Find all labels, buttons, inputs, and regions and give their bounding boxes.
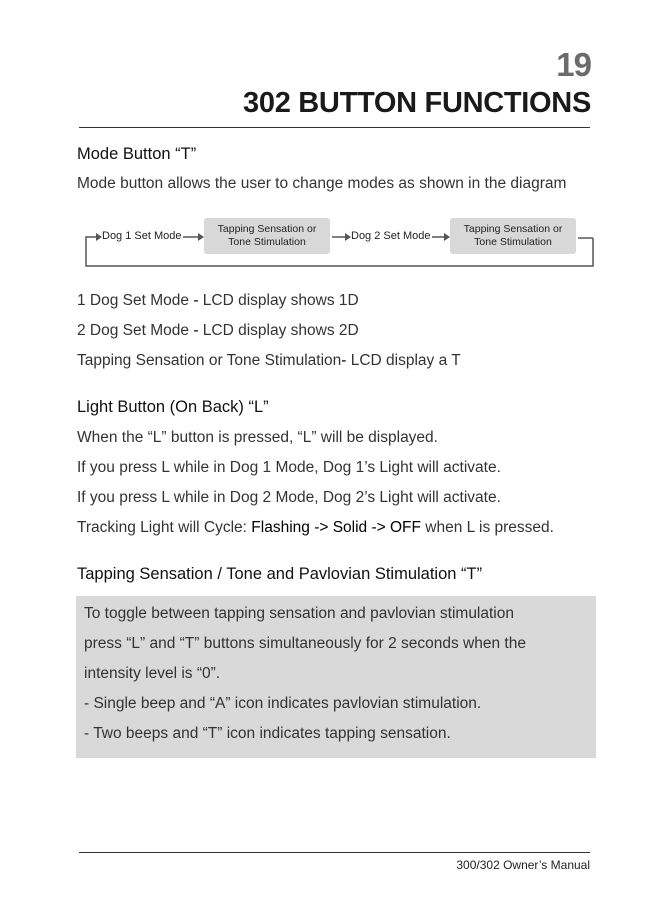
light-line-1: When the “L” button is pressed, “L” will be displayed.: [77, 429, 438, 446]
mode-line-1-a: 1 Dog Set Mode: [77, 292, 194, 309]
mode-line-2: [77, 322, 359, 340]
mode-intro-text: Mode button allows the user to change modes as shown in the diagram: [77, 175, 567, 192]
page-title: 302 BUTTON FUNCTIONS: [243, 87, 591, 119]
mode-line-2-dash: -: [193, 322, 199, 339]
mode-cycle-diagram: [84, 218, 596, 270]
diagram-tapping-box-1: [204, 218, 330, 254]
diagram-tapping-box-2: [450, 218, 576, 254]
diagram-dog2-set-mode: Dog 2 Set Mode: [351, 230, 431, 242]
mode-line-2-b: LCD display shows 2D: [198, 322, 359, 339]
light-button-heading: Light Button (On Back) “L”: [77, 398, 269, 416]
note-line-2: press “L” and “T” buttons simultaneously for 2 seconds when the: [84, 635, 526, 652]
footer-manual-title: 300/302 Owner’s Manual: [456, 858, 590, 872]
mode-line-1-dash: -: [193, 292, 199, 309]
mode-line-1-b: LCD display shows 1D: [198, 292, 359, 309]
mode-line-3-dash: -: [341, 352, 347, 369]
tapping-heading: Tapping Sensation / Tone and Pavlovian Stimulation “T”: [77, 565, 483, 583]
mode-line-1: [77, 292, 359, 310]
note-line-5: - Two beeps and “T” icon indicates tapping sensation.: [84, 725, 451, 742]
title-divider: [79, 127, 590, 128]
light-line-3: If you press L while in Dog 2 Mode, Dog 2’s Light will activate.: [77, 489, 501, 506]
mode-line-3-b: LCD display a T: [346, 352, 461, 369]
light-line-2: If you press L while in Dog 1 Mode, Dog 1’s Light will activate.: [77, 459, 501, 476]
mode-button-heading: Mode Button “T”: [77, 145, 197, 163]
diagram-box1-line1: Tapping Sensation or: [217, 223, 317, 235]
mode-line-3: [77, 352, 461, 370]
diagram-box1-line2: Tone Stimulation: [228, 236, 306, 248]
light-cycle-sequence: Flashing -> Solid -> OFF: [251, 519, 421, 536]
diagram-box2-line1: Tapping Sensation or: [463, 223, 563, 235]
tapping-note-box: [76, 596, 596, 758]
light-line-4: [77, 519, 554, 537]
mode-line-2-a: 2 Dog Set Mode: [77, 322, 194, 339]
note-line-3: intensity level is “0”.: [84, 665, 221, 682]
mode-line-3-a: Tapping Sensation or Tone Stimulation: [77, 352, 342, 369]
page-number: 19: [556, 46, 591, 83]
footer-divider: [79, 852, 590, 853]
note-line-1: To toggle between tapping sensation and pavlovian stimulation: [84, 605, 514, 622]
light-line-4-suffix: when L is pressed.: [421, 519, 554, 536]
note-line-4: - Single beep and “A” icon indicates pavlovian stimulation.: [84, 695, 482, 712]
diagram-dog1-set-mode: Dog 1 Set Mode: [102, 230, 182, 242]
light-line-4-prefix: Tracking Light will Cycle:: [77, 519, 252, 536]
diagram-box2-line2: Tone Stimulation: [474, 236, 552, 248]
